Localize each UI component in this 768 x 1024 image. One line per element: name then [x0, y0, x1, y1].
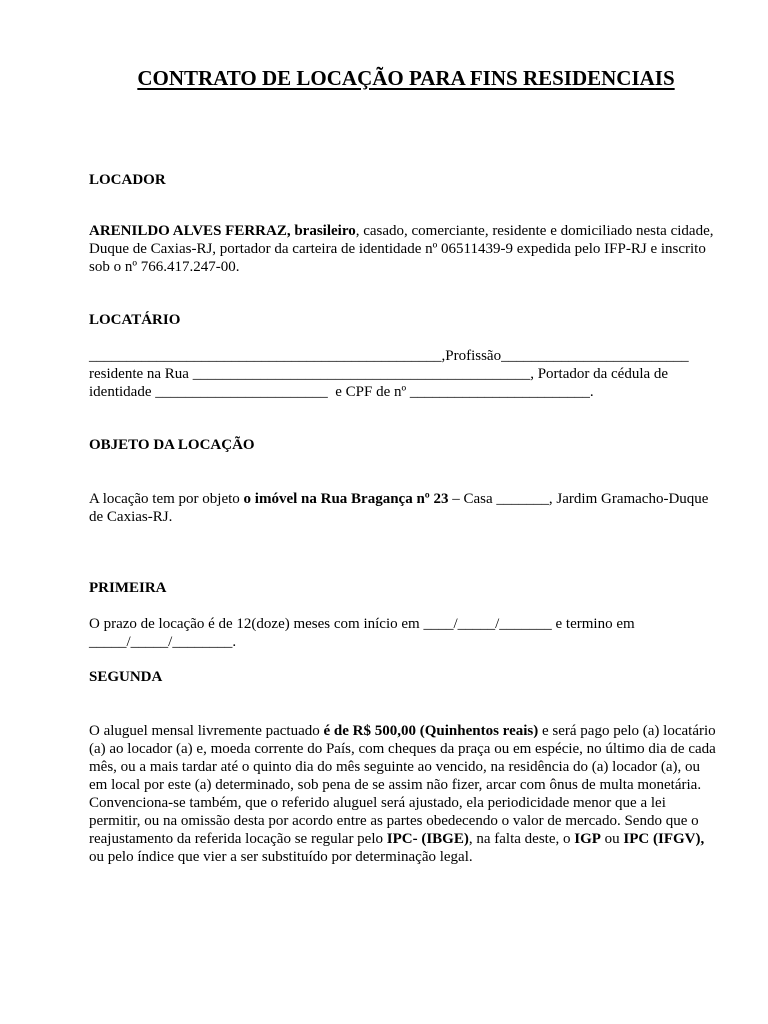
rent-amount: é de R$ 500,00 (Quinhentos reais)	[323, 723, 539, 739]
objeto-line-1: A locação tem por objeto o imóvel na Rua Bragança nº 23 – Casa _______, Jardim Gramacho-Duque	[89, 491, 709, 507]
primeira-heading: PRIMEIRA	[89, 580, 167, 596]
segunda-line-1: O aluguel mensal livremente pactuado é de R$ 500,00 (Quinhentos reais) e será pago pelo (a) locatário	[89, 723, 716, 739]
primeira-paragraph	[89, 615, 725, 651]
imovel-address: o imóvel na Rua Bragança nº 23	[243, 491, 449, 507]
segunda-line-6: permitir, ou na omissão desta por acordo entre as partes obedecendo o valor de mercado. Sendo que o	[89, 813, 699, 829]
locador-line-1: ARENILDO ALVES FERRAZ, brasileiro, casado, comerciante, residente e domiciliado nesta cidade,	[89, 223, 714, 239]
locador-heading: LOCADOR	[89, 172, 166, 188]
segunda-line-5: Convenciona-se também, que o referido aluguel será ajustado, ela periodicidade menor que a lei	[89, 795, 666, 811]
segunda-paragraph	[89, 722, 725, 866]
locatario-line-1: _______________________________________________,Profissão_________________________	[89, 348, 689, 364]
primeira-line-2: _____/_____/________.	[89, 634, 237, 650]
segunda-line-4: em local por este (a) determinado, sob pena de se assim não fizer, arcar com ônus de multa monetária.	[89, 777, 702, 793]
segunda-line-2: (a) ao locador (a) e, moeda corrente do País, com cheques da praça ou em espécie, no último dia de cada	[89, 741, 716, 757]
locatario-paragraph	[89, 347, 725, 401]
locatario-heading: LOCATÁRIO	[89, 312, 181, 328]
locador-name: ARENILDO ALVES FERRAZ, brasileiro	[89, 223, 356, 239]
segunda-line-8: ou pelo índice que vier a ser substituído por determinação legal.	[89, 849, 473, 865]
objeto-paragraph	[89, 490, 725, 526]
objeto-line-2: de Caxias-RJ.	[89, 509, 173, 525]
document-title: CONTRATO DE LOCAÇÃO PARA FINS RESIDENCIAIS	[137, 66, 675, 90]
segunda-line-7: reajustamento da referida locação se regular pelo IPC- (IBGE), na falta deste, o IGP ou IPC (IFGV),	[89, 831, 705, 847]
segunda-heading: SEGUNDA	[89, 669, 163, 685]
index-ipc-ibge: IPC- (IBGE)	[386, 831, 469, 847]
locatario-line-3: identidade _______________________ e CPF de nº ________________________.	[89, 384, 594, 400]
index-ipc-ifgv: IPC (IFGV),	[623, 831, 705, 847]
index-igp: IGP	[574, 831, 601, 847]
locador-line-2: Duque de Caxias-RJ, portador da carteira de identidade nº 06511439-9 expedida pelo IFP-RJ e inscrito	[89, 241, 706, 257]
segunda-line-3: mês, ou a mais tardar até o quinto dia do mês seguinte ao vencido, na residência do (a) locador (a), ou	[89, 759, 701, 775]
objeto-heading: OBJETO DA LOCAÇÃO	[89, 437, 255, 453]
primeira-line-1: O prazo de locação é de 12(doze) meses com início em ____/_____/_______ e termino em	[89, 616, 635, 632]
locador-paragraph	[89, 222, 725, 276]
locador-line-3: sob o nº 766.417.247-00.	[89, 259, 240, 275]
locatario-line-2: residente na Rua _____________________________________________, Portador da cédula de	[89, 366, 669, 382]
